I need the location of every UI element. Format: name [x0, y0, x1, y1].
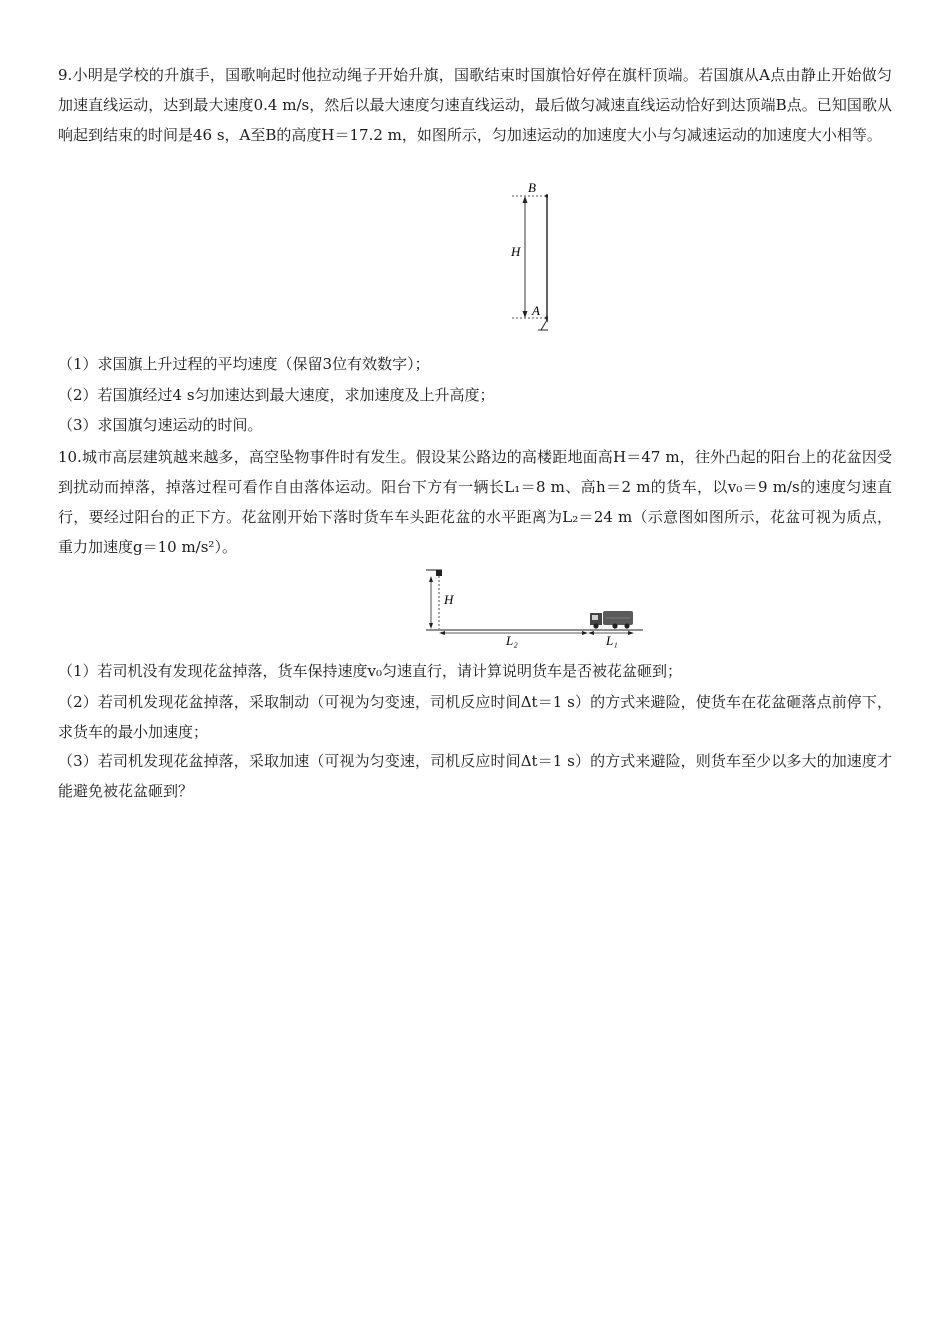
label-h: H — [444, 592, 454, 607]
l2-arrow-head-right — [582, 631, 588, 635]
height-arrow-head-bottom — [523, 311, 528, 318]
question-9-part-3: （3）求国旗匀速运动的时间。 — [58, 416, 263, 434]
question-10-part-1: （1）若司机没有发现花盆掉落，货车保持速度v₀匀速直行，请计算说明货车是否被花盆砸到； — [58, 662, 683, 680]
flagpole-diagram — [448, 180, 548, 345]
flower-pot — [436, 570, 442, 576]
question-10-stem: 10.城市高层建筑越来越多，高空坠物事件时有发生。假设某公路边的高楼距地面高H＝47 m，往外凸起的阳台上的花盆因受到扰动而掉落，掉落过程可看作自由落体运动。阳台下方有一辆长L₁＝8 m、高h＝2 m的货车，以v₀＝9 m/s的速度匀速直行，要经过阳台的正下方。花盆刚开始下落时货车车头距花盆的水平距离为L₂＝24 m（示意图如图所示，花盆可视为质点，重力加速度g＝10 m/s²）。 — [58, 448, 892, 556]
point-a — [545, 316, 548, 320]
pole-base — [541, 320, 548, 330]
label-b: B — [528, 180, 536, 195]
label-l2: L₂ — [506, 633, 518, 648]
question-10-part-2: （2）若司机发现花盆掉落，采取制动（可视为匀变速，司机反应时间Δt＝1 s）的方式来避险，使货车在花盆砸落点前停下，求货车的最小加速度； — [58, 693, 892, 741]
l2-arrow-head-left — [439, 631, 445, 635]
point-b — [545, 194, 548, 198]
truck-icon — [590, 611, 633, 629]
height-arrow-head-bottom — [429, 623, 433, 629]
question-9-stem: 9.小明是学校的升旗手，国歌响起时他拉动绳子开始升旗，国歌结束时国旗恰好停在旗杆顶端。若国旗从A点由静止开始做匀加速直线运动，达到最大速度0.4 m/s，然后以最大速度匀速直线运动，最后做匀减速直线运动恰好到达顶端B点。已知国歌从响起到结束的时间是46 s，A至B的高度H＝17.2 m，如图所示，匀加速运动的加速度大小与匀减速运动的加速度大小相等。 — [58, 66, 892, 144]
height-arrow-head-top — [523, 196, 528, 203]
falling-pot-diagram — [368, 565, 653, 650]
label-h: H — [511, 244, 521, 259]
question-10-part-3: （3）若司机发现花盆掉落，采取加速（可视为匀变速，司机反应时间Δt＝1 s）的方式来避险，则货车至少以多大的加速度才能避免被花盆砸到？ — [58, 752, 892, 800]
question-9-part-2: （2）若国旗经过4 s匀加速达到最大速度，求加速度及上升高度； — [58, 386, 495, 404]
question-9-part-1: （1）求国旗上升过程的平均速度（保留3位有效数字）； — [58, 355, 430, 373]
label-a: A — [532, 303, 540, 318]
l1-arrow-head-right — [628, 631, 634, 635]
l1-arrow-head-left — [588, 631, 594, 635]
height-arrow-head-top — [429, 576, 433, 582]
label-l1: L₁ — [606, 633, 618, 648]
